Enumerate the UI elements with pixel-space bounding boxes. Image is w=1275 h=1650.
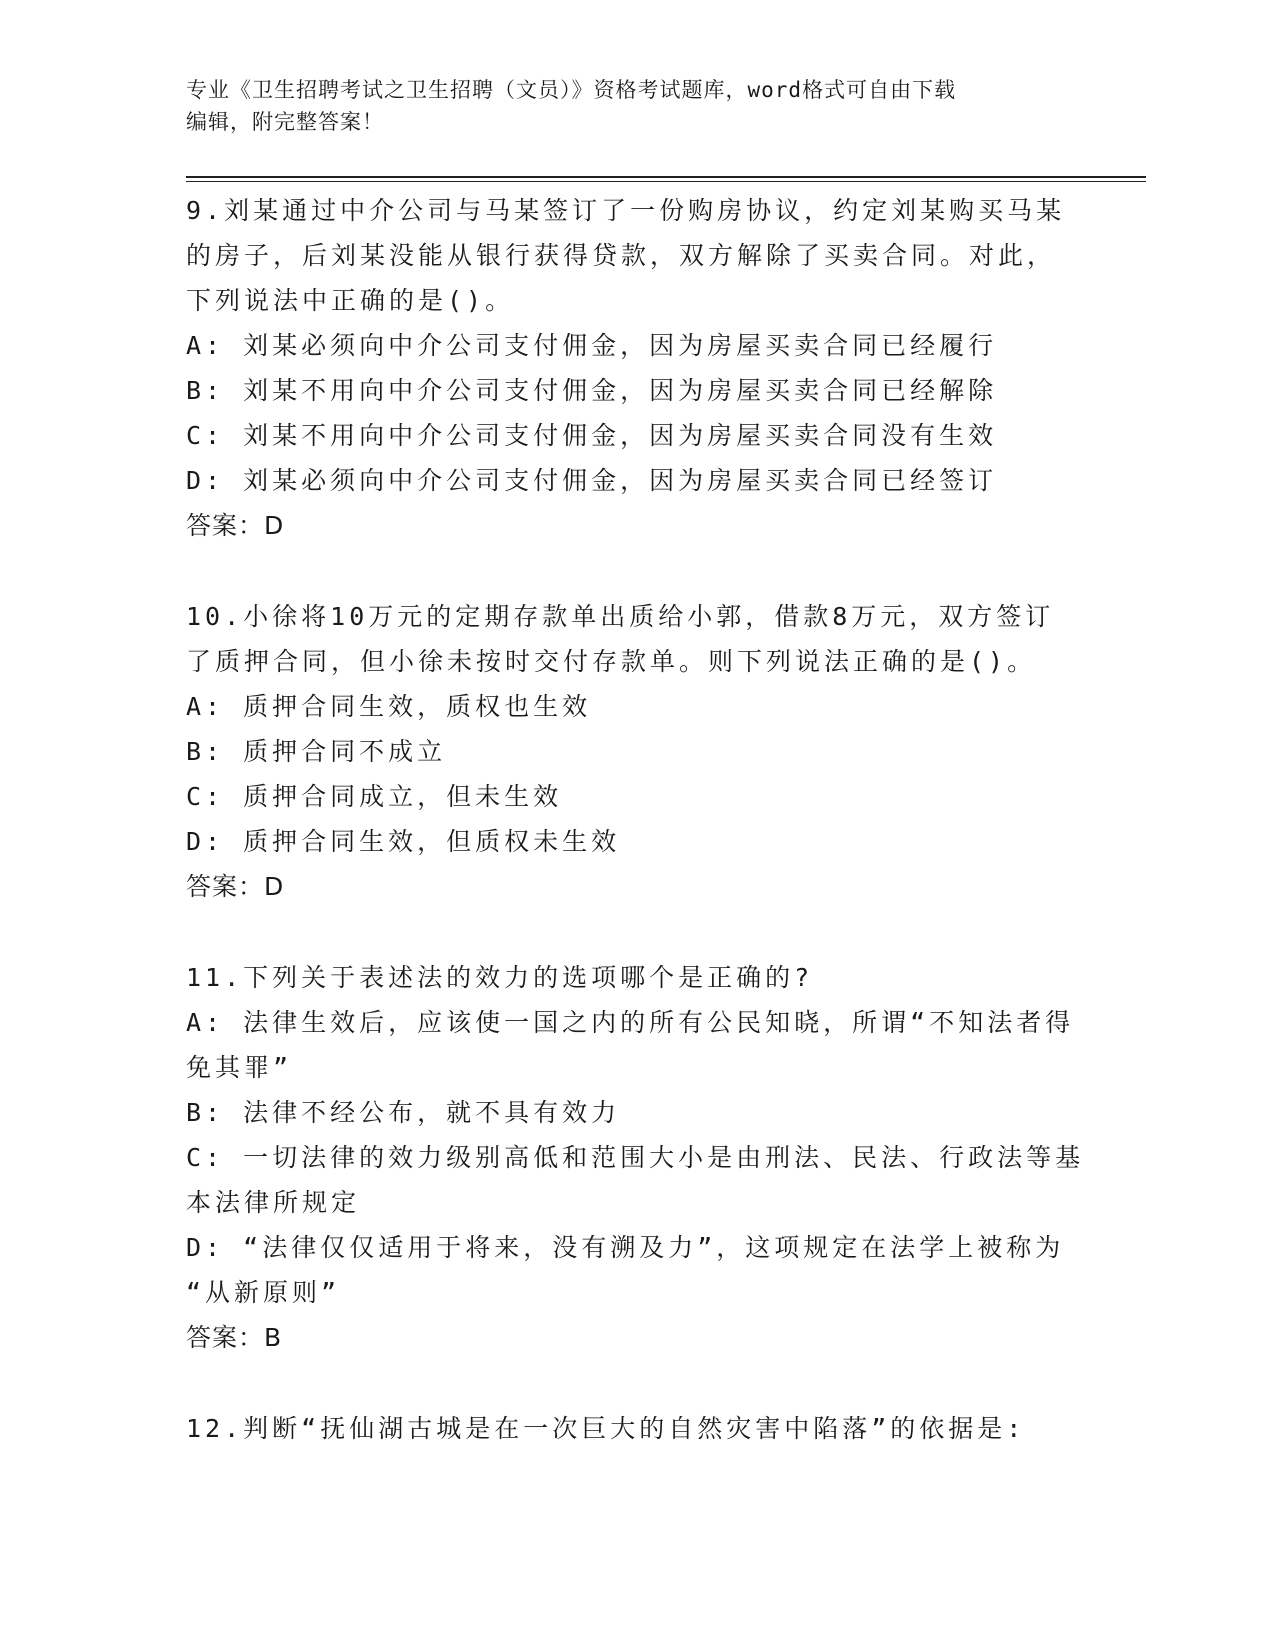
option-d-continued: “从新原则”: [186, 1278, 341, 1307]
option-c: C: 质押合同成立，但未生效: [186, 782, 563, 811]
option-b: B: 刘某不用向中介公司支付佣金，因为房屋买卖合同已经解除: [186, 376, 998, 405]
answer-label: 答案：D: [186, 511, 285, 540]
question-10: [186, 594, 1086, 909]
option-b: B: 法律不经公布，就不具有效力: [186, 1098, 621, 1127]
option-a: A: 法律生效后，应该使一国之内的所有公民知晓，所谓“不知法者得: [186, 1008, 1075, 1037]
option-d: D: 刘某必须向中介公司支付佣金，因为房屋买卖合同已经签订: [186, 466, 998, 495]
question-stem-line: 9.刘某通过中介公司与马某签订了一份购房协议，约定刘某购买马某: [186, 196, 1066, 225]
option-c-continued: 本法律所规定: [186, 1188, 361, 1217]
option-d: D: “法律仅仅适用于将来，没有溯及力”，这项规定在法学上被称为: [186, 1233, 1065, 1262]
answer-label: 答案：D: [186, 872, 285, 901]
header-divider-thick: [186, 176, 1146, 178]
question-stem-line: 10.小徐将10万元的定期存款单出质给小郭，借款8万元，双方签订: [186, 602, 1055, 631]
question-list: [186, 188, 1086, 1497]
option-b: B: 质押合同不成立: [186, 737, 447, 766]
option-a: A: 刘某必须向中介公司支付佣金，因为房屋买卖合同已经履行: [186, 331, 998, 360]
question-stem-line: 的房子，后刘某没能从银行获得贷款，双方解除了买卖合同。对此，: [186, 241, 1057, 270]
question-stem-line: 下列说法中正确的是()。: [186, 286, 515, 315]
question-stem-line: 11.下列关于表述法的效力的选项哪个是正确的?: [186, 963, 814, 992]
header-line-1: 专业《卫生招聘考试之卫生招聘（文员）》资格考试题库，word格式可自由下载: [186, 78, 957, 102]
answer-label: 答案：B: [186, 1323, 283, 1352]
header-divider-thin: [186, 181, 1146, 182]
document-header: [186, 74, 1066, 138]
question-12: [186, 1406, 1086, 1451]
question-stem-line: 了质押合同，但小徐未按时交付存款单。则下列说法正确的是()。: [186, 647, 1037, 676]
option-c: C: 一切法律的效力级别高低和范围大小是由刑法、民法、行政法等基: [186, 1143, 1085, 1172]
option-d: D: 质押合同生效，但质权未生效: [186, 827, 621, 856]
header-line-2: 编辑，附完整答案！: [186, 110, 384, 134]
option-a: A: 质押合同生效，质权也生效: [186, 692, 592, 721]
option-a-continued: 免其罪”: [186, 1053, 293, 1082]
question-stem-line: 12.判断“抚仙湖古城是在一次巨大的自然灾害中陷落”的依据是:: [186, 1414, 1026, 1443]
question-11: [186, 955, 1086, 1360]
option-c: C: 刘某不用向中介公司支付佣金，因为房屋买卖合同没有生效: [186, 421, 998, 450]
question-9: [186, 188, 1086, 548]
